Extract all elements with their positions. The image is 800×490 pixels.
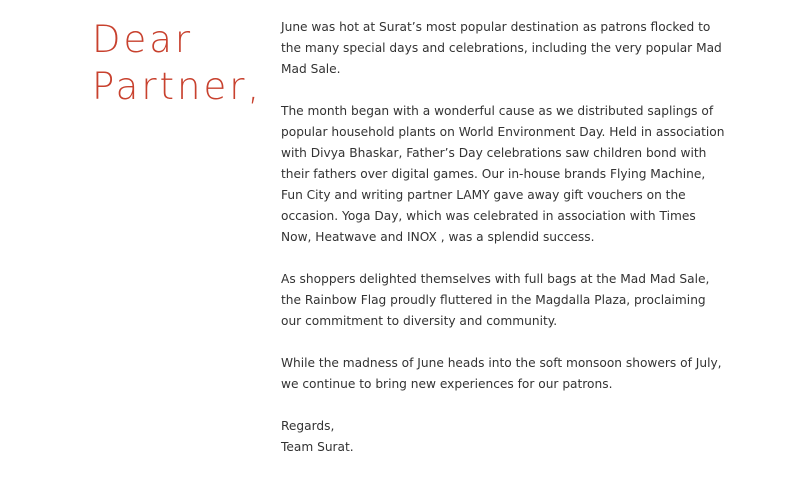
paragraph-events: The month began with a wonderful cause as we distributed saplings of popular household plants on World Environment Day. Held in association with Divya Bhaskar, Father’s Day celebrations saw children bond with their fathers over digital games. Our in-house brands Flying Machine, Fun City and writing partner LAMY gave away gift vouchers on the occasion. Yoga Day, which was celebrated in association with Times Now, Heatwave and INOX , was a splendid success. <box>281 104 725 244</box>
paragraph-intro: June was hot at Surat’s most popular destination as patrons flocked to the many special days and celebrations, including the very popular Mad Mad Sale. <box>281 20 722 76</box>
greeting-line-partner: Partner, <box>92 65 263 108</box>
signoff-closing: Regards, <box>281 419 335 433</box>
greeting-line-dear: Dear <box>92 18 194 61</box>
greeting-heading <box>92 16 282 110</box>
paragraph-closing: While the madness of June heads into the soft monsoon showers of July, we continue to bring new experiences for our patrons. <box>281 356 722 391</box>
paragraph-sale: As shoppers delighted themselves with full bags at the Mad Mad Sale, the Rainbow Flag proudly fluttered in the Magdalla Plaza, proclaiming our commitment to diversity and community. <box>281 272 710 328</box>
signoff-signature: Team Surat. <box>281 440 354 454</box>
signoff <box>281 416 726 458</box>
letter-body <box>281 17 726 458</box>
